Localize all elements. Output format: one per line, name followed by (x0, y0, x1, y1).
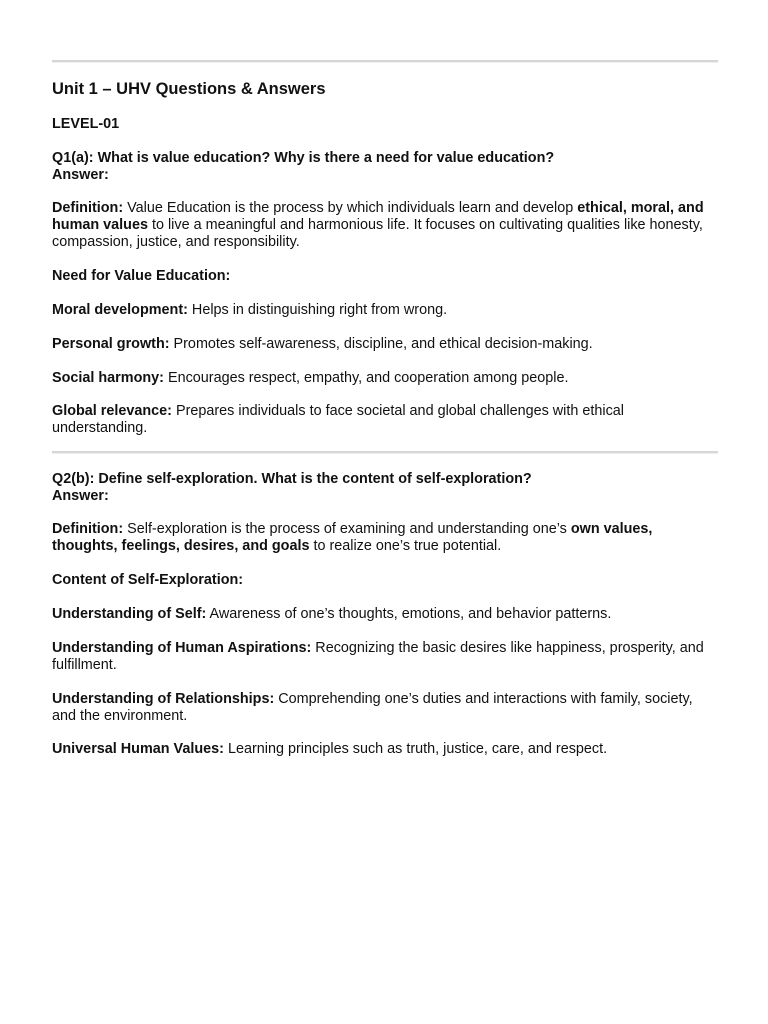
level-heading: LEVEL-01 (52, 116, 120, 132)
q1-definition (52, 200, 718, 251)
q1-answer-label: Answer: (52, 167, 109, 183)
q1-need-heading: Need for Value Education: (52, 268, 231, 284)
q2-question-block (52, 471, 718, 505)
q1-definition-text-2: to live a meaningful and harmonious life. It focuses on cultivating qualities like honesty, compassion, justice, and responsibility. (52, 217, 703, 250)
q2-point-text: Awareness of one’s thoughts, emotions, and behavior patterns. (206, 606, 612, 622)
q1-question-block (52, 150, 718, 184)
section-divider (52, 451, 718, 454)
q1-point-moral (52, 302, 718, 319)
q1-point-label: Global relevance: (52, 403, 172, 419)
q2-point-text: Comprehending one’s duties and interactions with family, society, and the environment. (52, 691, 693, 724)
q2-point-text: Learning principles such as truth, justice, care, and respect. (223, 741, 608, 757)
q1-point-text: Promotes self-awareness, discipline, and ethical decision-making. (169, 336, 593, 352)
q2-definition-label: Definition: (52, 521, 124, 537)
q2-point-universal (52, 741, 718, 758)
q2-point-self (52, 606, 718, 623)
q2-definition-bold: own values, thoughts, feelings, desires, and goals (52, 521, 653, 554)
q2-definition (52, 521, 718, 555)
q1-point-label: Personal growth: (52, 336, 170, 352)
q2-point-label: Universal Human Values: (52, 741, 224, 757)
q2-answer-label: Answer: (52, 488, 109, 504)
q2-definition-text-1: Self-exploration is the process of examining and understanding one’s (123, 521, 571, 537)
q2-point-label: Understanding of Human Aspirations: (52, 640, 312, 656)
q2-point-relationships (52, 691, 718, 725)
q1-definition-text-1: Value Education is the process by which individuals learn and develop (123, 200, 578, 216)
q1-point-text: Helps in distinguishing right from wrong. (187, 302, 448, 318)
q2-point-label: Understanding of Relationships: (52, 691, 275, 707)
q1-definition-label: Definition: (52, 200, 124, 216)
q1-question: Q1(a): What is value education? Why is there a need for value education? (52, 150, 555, 166)
q1-point-global (52, 403, 718, 437)
page-title: Unit 1 – UHV Questions & Answers (52, 80, 326, 98)
q1-point-text: Prepares individuals to face societal and global challenges with ethical understanding. (52, 403, 624, 436)
top-divider (52, 60, 718, 63)
q2-question: Q2(b): Define self-exploration. What is the content of self-exploration? (52, 471, 532, 487)
q2-content-heading: Content of Self-Exploration: (52, 572, 244, 588)
q1-point-personal (52, 336, 718, 353)
q1-point-label: Moral development: (52, 302, 188, 318)
q2-point-aspirations (52, 640, 718, 674)
q1-point-social (52, 370, 718, 387)
q2-point-label: Understanding of Self: (52, 606, 207, 622)
q1-point-text: Encourages respect, empathy, and cooperation among people. (163, 370, 569, 386)
q2-definition-text-2: to realize one’s true potential. (309, 538, 502, 554)
q2-point-text: Recognizing the basic desires like happiness, prosperity, and fulfillment. (52, 640, 704, 673)
q1-definition-bold: ethical, moral, and human values (52, 200, 704, 233)
q1-point-label: Social harmony: (52, 370, 164, 386)
